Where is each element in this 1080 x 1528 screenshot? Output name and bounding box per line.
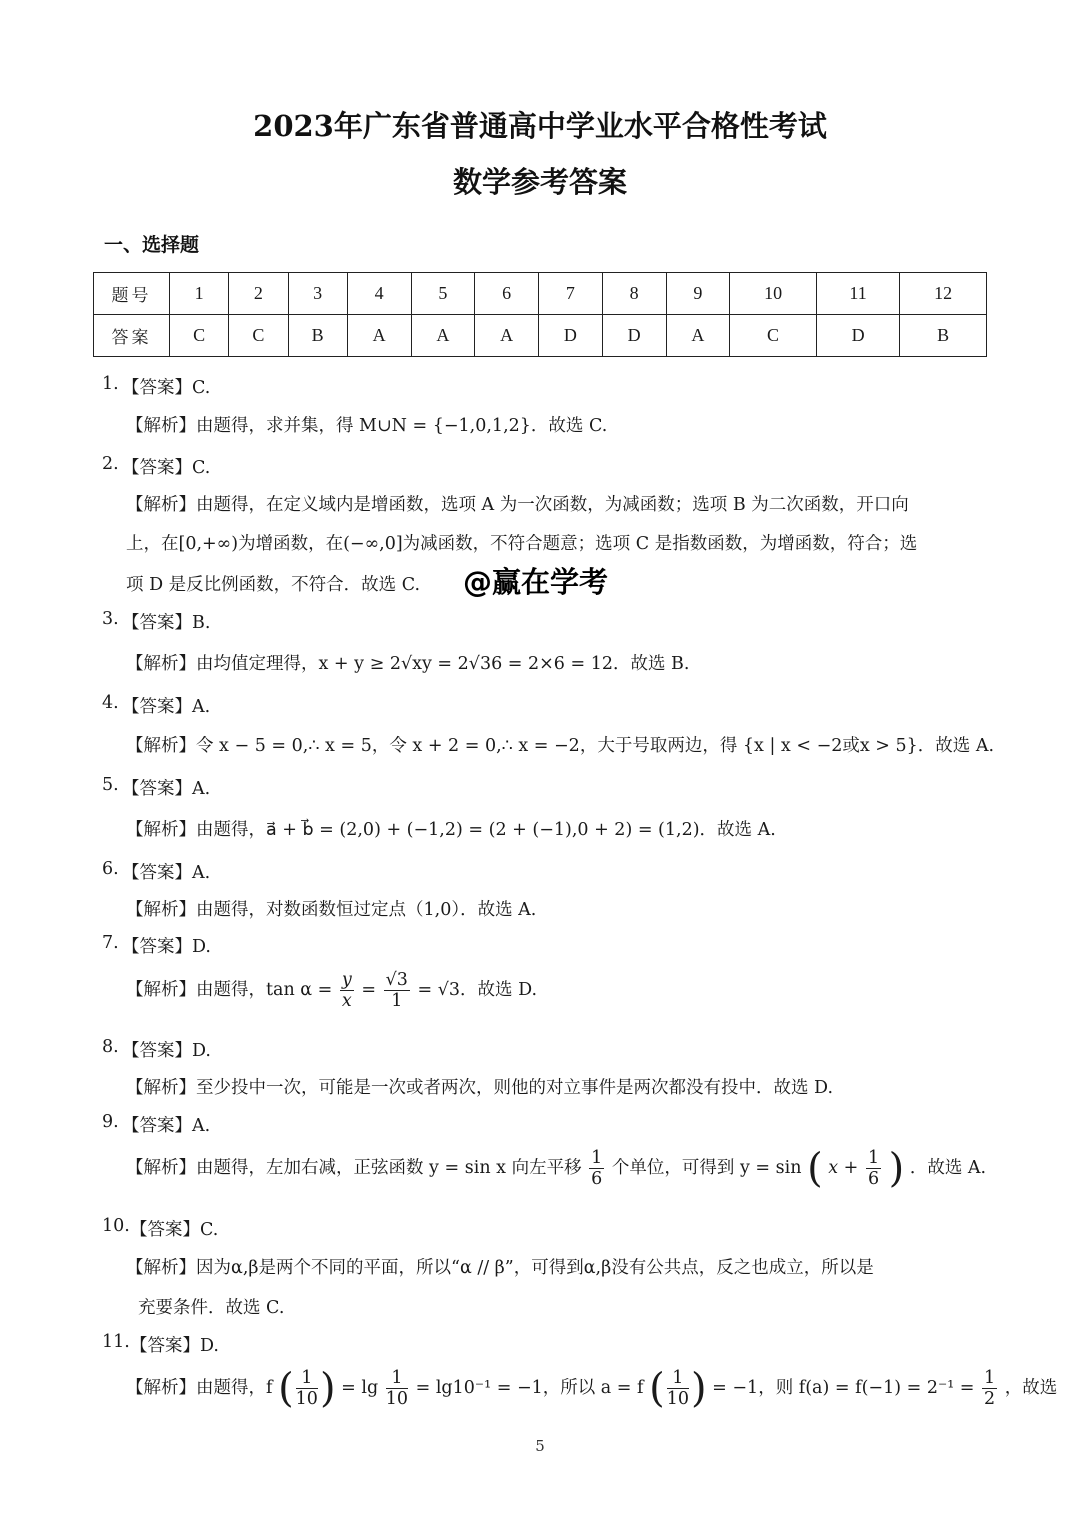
table-row-numbers xyxy=(94,273,987,315)
q8-analysis: 【解析】至少投中一次，可能是一次或者两次，则他的对立事件是两次都没有投中．故选 D. xyxy=(126,1078,834,1098)
q3-number: 3. xyxy=(102,609,119,629)
q11-number: 11. xyxy=(102,1332,130,1352)
answer-cell: A xyxy=(411,315,475,357)
numerator: 1 xyxy=(984,1368,996,1388)
right-paren: ) xyxy=(690,1365,707,1412)
q9-answer: 【答案】A. xyxy=(122,1116,211,1136)
right-paren: ) xyxy=(888,1145,905,1192)
q10-analysis-1: 【解析】因为α,β是两个不同的平面，所以“α // β”，可得到α,β没有公共点，反之也成立，所以是 xyxy=(126,1258,874,1278)
q10-analysis-2: 充要条件．故选 C. xyxy=(138,1298,285,1318)
q4-number: 4. xyxy=(102,693,119,713)
q7-analysis-post: = √3．故选 D. xyxy=(417,980,538,1000)
answer-cell: C xyxy=(730,315,817,357)
numerator: y xyxy=(341,970,352,990)
q9-analysis-post: ．故选 A. xyxy=(909,1158,987,1178)
answer-table xyxy=(93,272,987,357)
denominator: 10 xyxy=(385,1389,409,1409)
q11-fraction-a-arg xyxy=(667,1368,689,1409)
row-label-answer: 答案 xyxy=(94,315,170,357)
q10-answer: 【答案】C. xyxy=(130,1220,219,1240)
question-number: 5 xyxy=(411,273,475,315)
q9-analysis-mid: 个单位，可得到 y = sin xyxy=(611,1158,802,1178)
q9-analysis-pre: 【解析】由题得，左加右减，正弦函数 y = sin x 向左平移 xyxy=(126,1158,582,1178)
q9-fraction-inner xyxy=(866,1148,881,1189)
denominator: x xyxy=(341,991,352,1011)
answer-cell: A xyxy=(666,315,730,357)
document-title: 2023年广东省普通高中学业水平合格性考试 xyxy=(253,109,827,143)
question-number: 7 xyxy=(539,273,603,315)
q1-analysis: 【解析】由题得，求并集，得 M∪N = {−1,0,1,2}．故选 C. xyxy=(126,416,608,436)
question-number: 2 xyxy=(229,273,288,315)
denominator: 6 xyxy=(867,1169,880,1189)
answer-cell: D xyxy=(602,315,666,357)
q3-analysis: 【解析】由均值定理得，x + y ≥ 2√xy = 2√36 = 2×6 = 12．故选 B. xyxy=(126,654,690,674)
question-number: 6 xyxy=(475,273,539,315)
question-number: 11 xyxy=(816,273,900,315)
q9-analysis xyxy=(126,1145,987,1192)
q9-number: 9. xyxy=(102,1112,119,1132)
q11-answer: 【答案】D. xyxy=(130,1336,219,1356)
answer-cell: B xyxy=(900,315,987,357)
q7-analysis-pre: 【解析】由题得，tan α = xyxy=(126,980,333,1000)
q3-answer: 【答案】B. xyxy=(122,613,211,633)
q8-answer: 【答案】D. xyxy=(122,1041,211,1061)
numerator: 1 xyxy=(386,1368,408,1389)
right-paren: ) xyxy=(319,1365,336,1412)
document-subtitle: 数学参考答案 xyxy=(452,165,627,199)
denominator: 1 xyxy=(391,991,403,1011)
q5-analysis: 【解析】由题得，a⃗ + b⃗ = (2,0) + (−1,2) = (2 + (−1),0 + 2) = (1,2)．故选 A. xyxy=(126,820,776,840)
q7-analysis xyxy=(126,970,537,1011)
numerator: 1 xyxy=(296,1368,318,1389)
q2-analysis-3: 项 D 是反比例函数，不符合．故选 C. xyxy=(126,575,421,595)
numerator: √3 xyxy=(385,970,408,990)
numerator: 1 xyxy=(867,1148,880,1168)
question-number: 9 xyxy=(666,273,730,315)
q10-number: 10. xyxy=(102,1216,130,1236)
denominator: 10 xyxy=(295,1389,318,1409)
numerator: 1 xyxy=(591,1148,603,1168)
q8-number: 8. xyxy=(102,1037,119,1057)
q2-analysis-1: 【解析】由题得，在定义域内是增函数，选项 A 为一次函数，为减函数；选项 B 为二次函数，开口向 xyxy=(126,495,909,515)
q6-answer: 【答案】A. xyxy=(122,863,211,883)
answer-cell: D xyxy=(539,315,603,357)
q1-number: 1. xyxy=(102,374,119,394)
question-number: 12 xyxy=(900,273,987,315)
question-number: 3 xyxy=(288,273,347,315)
q11-mid-1: = lg xyxy=(341,1378,379,1398)
q9-inner-pre: x + xyxy=(828,1158,859,1178)
q11-fraction-lg-arg xyxy=(386,1368,408,1409)
q5-answer: 【答案】A. xyxy=(122,779,211,799)
q11-mid-3: = −1，则 f(a) = f(−1) = 2⁻¹ = xyxy=(712,1378,975,1398)
q7-number: 7. xyxy=(102,933,119,953)
equals-sign: = xyxy=(361,980,377,1000)
answer-cell: A xyxy=(347,315,411,357)
watermark: @赢在学考 xyxy=(463,565,609,599)
answer-cell: C xyxy=(229,315,288,357)
question-number: 10 xyxy=(730,273,817,315)
q11-mid-2: = lg10⁻¹ = −1，所以 a = f xyxy=(415,1378,644,1398)
section-heading: 一、选择题 xyxy=(104,234,200,256)
denominator: 10 xyxy=(666,1389,689,1409)
q11-analysis-pre: 【解析】由题得，f xyxy=(126,1378,273,1398)
q11-fraction-f-arg xyxy=(296,1368,318,1409)
page-number: 5 xyxy=(535,1437,545,1455)
denominator: 2 xyxy=(984,1389,996,1409)
q4-answer: 【答案】A. xyxy=(122,697,211,717)
left-paren: ( xyxy=(649,1365,665,1412)
q11-analysis-post: ，故选 xyxy=(1004,1378,1058,1398)
q2-answer: 【答案】C. xyxy=(122,458,211,478)
q7-fraction-sqrt3-over-1 xyxy=(384,970,410,1011)
q9-fraction-1-6 xyxy=(589,1148,604,1189)
denominator: 6 xyxy=(591,1169,603,1189)
q6-number: 6. xyxy=(102,859,119,879)
q2-analysis-2: 上，在[0,+∞)为增函数，在(−∞,0]为减函数，不符合题意；选项 C 是指数函数，为增函数，符合；选 xyxy=(126,534,918,554)
q7-answer: 【答案】D. xyxy=(122,937,211,957)
answer-cell: D xyxy=(816,315,900,357)
answer-cell: C xyxy=(170,315,229,357)
question-number: 8 xyxy=(602,273,666,315)
q2-number: 2. xyxy=(102,454,119,474)
q11-fraction-half xyxy=(982,1368,997,1409)
q6-analysis: 【解析】由题得，对数函数恒过定点（1,0）．故选 A. xyxy=(126,900,537,920)
numerator: 1 xyxy=(667,1368,689,1389)
left-paren: ( xyxy=(807,1145,823,1192)
left-paren: ( xyxy=(278,1365,294,1412)
answer-cell: B xyxy=(288,315,347,357)
answer-cell: A xyxy=(475,315,539,357)
table-row-answers xyxy=(94,315,987,357)
q11-analysis xyxy=(126,1365,1058,1412)
question-number: 4 xyxy=(347,273,411,315)
q4-analysis: 【解析】令 x − 5 = 0,∴ x = 5，令 x + 2 = 0,∴ x = −2，大于号取两边，得 {x | x < −2或x > 5}．故选 A. xyxy=(126,736,995,756)
q7-fraction-y-over-x xyxy=(340,970,354,1011)
question-number: 1 xyxy=(170,273,229,315)
q1-answer: 【答案】C. xyxy=(122,378,211,398)
row-label-number: 题号 xyxy=(94,273,170,315)
q5-number: 5. xyxy=(102,775,119,795)
